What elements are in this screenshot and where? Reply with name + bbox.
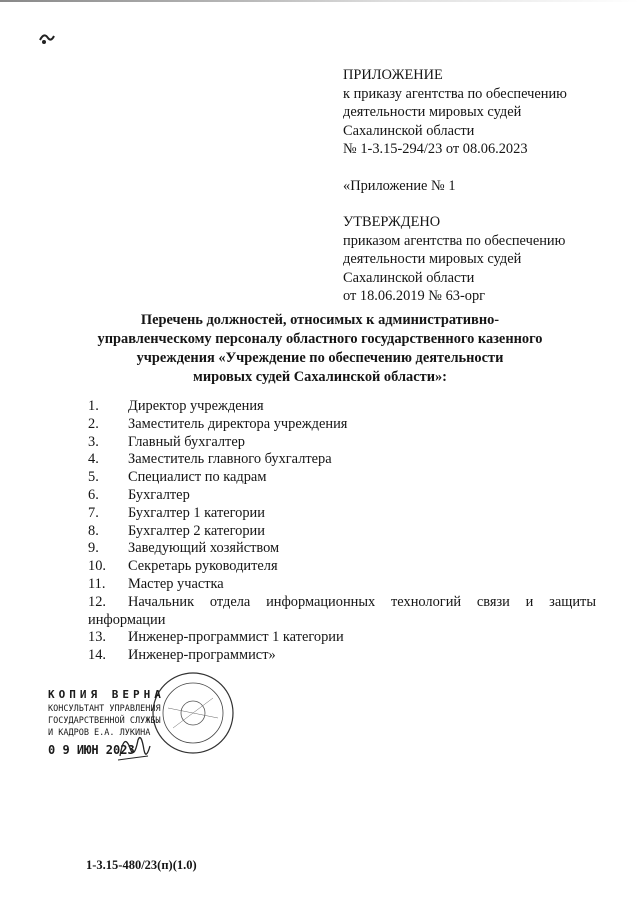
approval-title: УТВЕРЖДЕНО: [343, 214, 441, 230]
stamp-line: ГОСУДАРСТВЕННОЙ СЛУЖБЫ: [48, 716, 161, 726]
round-seal-icon: [148, 668, 238, 758]
item-number: 13.: [88, 629, 106, 646]
approval-line: Сахалинской области: [343, 269, 475, 286]
list-item: [88, 451, 596, 469]
item-label-continuation: информации: [88, 611, 166, 628]
list-item: [88, 558, 596, 576]
list-item: [88, 647, 596, 665]
item-label: Бухгалтер: [128, 486, 190, 503]
list-item: [88, 594, 596, 630]
item-number: 8.: [88, 522, 99, 539]
list-item: [88, 416, 596, 434]
stamp-date: 0 9 ИЮН 2023: [48, 743, 135, 757]
attachment-line: деятельности мировых судей: [343, 104, 522, 120]
stamp-line: КОНСУЛЬТАНТ УПРАВЛЕНИЯ: [48, 704, 161, 714]
item-label: Бухгалтер 2 категории: [128, 522, 265, 539]
attachment-block: [343, 66, 633, 306]
item-number: 7.: [88, 504, 99, 521]
heading-line: мировых судей Сахалинской области»:: [193, 369, 447, 385]
item-label: Заведующий хозяйством: [128, 540, 280, 557]
item-label: Начальник отдела информационных технологий связи и защиты: [128, 593, 596, 610]
item-label: Заместитель директора учреждения: [128, 415, 348, 432]
item-number: 2.: [88, 415, 99, 432]
positions-list: [88, 398, 596, 665]
item-number: 4.: [88, 451, 99, 468]
item-number: 9.: [88, 540, 99, 557]
list-item: [88, 398, 596, 416]
heading-line: управленческому персоналу областного государственного казенного: [97, 331, 543, 347]
stamp-line: И КАДРОВ Е.А. ЛУКИНА: [48, 728, 151, 738]
item-label: Мастер участка: [128, 575, 224, 592]
item-number: 10.: [88, 558, 106, 575]
attachment-order-number: № 1-3.15-294/23 от 08.06.2023: [343, 141, 528, 157]
list-item: [88, 434, 596, 452]
list-item: [88, 576, 596, 594]
item-label: Секретарь руководителя: [128, 558, 278, 575]
document-heading: [70, 311, 570, 387]
signature-icon: [114, 726, 154, 766]
attachment-line: к приказу агентства по обеспечению: [343, 85, 567, 102]
list-item: [88, 487, 596, 505]
item-number: 14.: [88, 647, 106, 664]
approval-line: приказом агентства по обеспечению: [343, 232, 566, 249]
item-label: Директор учреждения: [128, 398, 264, 414]
approval-order-number: от 18.06.2019 № 63-орг: [343, 288, 486, 304]
item-number: 11.: [88, 575, 106, 592]
list-item: [88, 540, 596, 558]
scan-top-edge: [0, 0, 640, 2]
attachment-line: Сахалинской области: [343, 122, 475, 139]
appendix-reference: «Приложение № 1: [343, 177, 456, 194]
approval-line: деятельности мировых судей: [343, 251, 522, 267]
certification-stamp: [48, 668, 238, 778]
document-code: 1-3.15-480/23(п)(1.0): [86, 858, 197, 872]
list-item: [88, 523, 596, 541]
item-number: 5.: [88, 469, 99, 486]
attachment-title: ПРИЛОЖЕНИЕ: [343, 67, 443, 83]
scan-artifact-icon: [38, 30, 58, 46]
item-number: 12.: [88, 593, 106, 610]
item-number: 3.: [88, 433, 99, 450]
list-item: [88, 505, 596, 523]
item-label: Инженер-программист»: [128, 647, 276, 664]
item-label: Инженер-программист 1 категории: [128, 629, 344, 646]
item-number: 1.: [88, 398, 99, 414]
item-number: 6.: [88, 486, 99, 503]
item-label: Заместитель главного бухгалтера: [128, 451, 332, 468]
heading-line: Перечень должностей, относимых к административно-: [140, 312, 500, 328]
stamp-copy-verified: КОПИЯ ВЕРНА: [48, 688, 165, 701]
item-label: Специалист по кадрам: [128, 469, 267, 486]
item-label: Главный бухгалтер: [128, 433, 245, 450]
item-label: Бухгалтер 1 категории: [128, 504, 265, 521]
list-item: [88, 469, 596, 487]
list-item: [88, 629, 596, 647]
heading-line: учреждения «Учреждение по обеспечению деятельности: [136, 350, 504, 366]
